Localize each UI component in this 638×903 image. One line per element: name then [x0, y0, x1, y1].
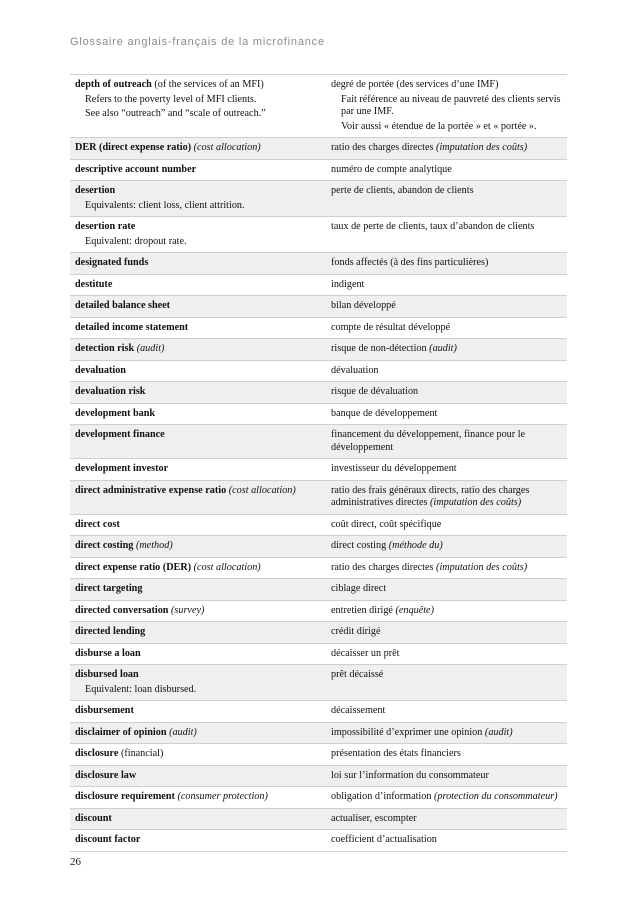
french-term: prêt décaissé: [331, 669, 384, 680]
english-qualifier: (cost allocation): [228, 484, 296, 496]
english-term: depth of outreach: [75, 79, 152, 90]
french-note: Voir aussi « étendue de la portée » et « portée ».: [341, 120, 537, 132]
glossary-row: [70, 75, 567, 138]
english-term: desertion rate: [75, 221, 136, 232]
english-qualifier: (cost allocation): [193, 142, 261, 153]
french-term: degré de portée (des services d’une IMF): [331, 79, 499, 90]
french-term: investisseur du développement: [331, 463, 457, 474]
glossary-row: [70, 382, 567, 404]
english-term: disclosure law: [75, 769, 137, 781]
english-term: directed lending: [75, 626, 146, 637]
english-term-cell: [70, 622, 322, 644]
english-term-cell: [70, 722, 322, 744]
french-term: coût direct, coût spécifique: [331, 518, 442, 530]
glossary-row: [70, 665, 567, 701]
english-term: detailed balance sheet: [75, 300, 171, 311]
glossary-row: [70, 480, 567, 514]
glossary-row: [70, 339, 567, 361]
english-term-cell: [70, 643, 322, 665]
french-term-cell: [322, 360, 567, 382]
french-term-cell: [322, 274, 567, 296]
english-qualifier-plain: (of the services of an MFI): [151, 79, 264, 90]
english-term-cell: [70, 600, 322, 622]
glossary-row: [70, 425, 567, 459]
english-term: devaluation risk: [75, 386, 146, 397]
page-number: 26: [70, 856, 81, 868]
french-qualifier: (protection du consommateur): [434, 791, 558, 802]
english-term-cell: [70, 701, 322, 723]
french-term: numéro de compte analytique: [331, 163, 452, 175]
french-term-cell: [322, 787, 567, 809]
french-term-cell: [322, 830, 567, 852]
english-term-cell: [70, 382, 322, 404]
glossary-row: [70, 138, 567, 160]
english-note: See also “outreach” and “scale of outreach.”: [85, 108, 266, 119]
glossary-row: [70, 722, 567, 744]
english-term-cell: [70, 536, 322, 558]
english-term-cell: [70, 75, 322, 138]
english-term: direct costing: [75, 540, 134, 551]
french-term: obligation d’information: [331, 791, 434, 802]
english-term: designated funds: [75, 257, 149, 268]
english-term: DER (direct expense ratio): [75, 142, 192, 153]
english-term: direct targeting: [75, 583, 143, 594]
english-term-cell: [70, 480, 322, 514]
english-term: discount factor: [75, 834, 141, 845]
english-term: descriptive account number: [75, 163, 197, 175]
french-term-cell: [322, 480, 567, 514]
french-term: ciblage direct: [331, 583, 387, 594]
french-term-cell: [322, 643, 567, 665]
french-term: bilan développé: [331, 300, 396, 311]
glossary-row: [70, 253, 567, 275]
french-term-cell: [322, 382, 567, 404]
english-term-cell: [70, 514, 322, 536]
french-term-cell: [322, 701, 567, 723]
english-term: desertion: [75, 185, 116, 196]
french-qualifier: (enquête): [395, 604, 434, 616]
english-term-cell: [70, 217, 322, 253]
english-term: disclosure requirement: [75, 791, 175, 802]
english-term: destitute: [75, 278, 113, 290]
french-term-cell: [322, 425, 567, 459]
french-term-cell: [322, 600, 567, 622]
french-term: ratio des frais généraux directs, ratio des charges administratives directes: [331, 484, 530, 508]
english-term-cell: [70, 296, 322, 318]
french-qualifier: (audit): [429, 343, 457, 354]
french-term-cell: [322, 722, 567, 744]
french-term-cell: [322, 622, 567, 644]
french-term-cell: [322, 536, 567, 558]
french-term-cell: [322, 253, 567, 275]
english-term-cell: [70, 744, 322, 766]
english-qualifier-plain: (financial): [118, 748, 164, 759]
french-qualifier: (méthode du): [388, 540, 443, 551]
french-qualifier: (audit): [484, 726, 513, 738]
french-term-cell: [322, 317, 567, 339]
english-term: detection risk: [75, 343, 135, 354]
english-note: Equivalent: dropout rate.: [85, 235, 187, 247]
english-term-cell: [70, 665, 322, 701]
glossary-row: [70, 459, 567, 481]
glossary-body: [70, 75, 567, 852]
english-term-cell: [70, 253, 322, 275]
french-term: présentation des états financiers: [331, 748, 461, 759]
english-term-cell: [70, 317, 322, 339]
french-qualifier: (imputation des coûts): [436, 142, 528, 153]
french-term: loi sur l’information du consommateur: [331, 769, 489, 781]
english-term: development finance: [75, 429, 165, 440]
english-term-cell: [70, 557, 322, 579]
english-term-cell: [70, 403, 322, 425]
glossary-row: [70, 536, 567, 558]
english-term-cell: [70, 339, 322, 361]
english-qualifier: (survey): [171, 604, 205, 616]
glossary-row: [70, 600, 567, 622]
english-term-cell: [70, 830, 322, 852]
french-term-cell: [322, 765, 567, 787]
french-term: compte de résultat développé: [331, 321, 451, 333]
english-term-cell: [70, 274, 322, 296]
glossary-table: [70, 74, 567, 852]
french-qualifier: (imputation des coûts): [430, 497, 522, 508]
french-term: risque de dévaluation: [331, 386, 419, 397]
glossary-row: [70, 701, 567, 723]
french-term-cell: [322, 181, 567, 217]
french-term-cell: [322, 808, 567, 830]
french-term: crédit dirigé: [331, 626, 381, 637]
french-term-cell: [322, 339, 567, 361]
english-qualifier: (cost allocation): [193, 561, 261, 573]
english-term-cell: [70, 360, 322, 382]
glossary-row: [70, 514, 567, 536]
english-term: directed conversation: [75, 604, 169, 616]
french-term-cell: [322, 403, 567, 425]
french-term-cell: [322, 217, 567, 253]
french-term: actualiser, escompter: [331, 812, 417, 824]
glossary-row: [70, 557, 567, 579]
french-term-cell: [322, 665, 567, 701]
english-term: direct administrative expense ratio: [75, 484, 227, 496]
english-term: disclaimer of opinion: [75, 726, 167, 738]
glossary-row: [70, 360, 567, 382]
english-term-cell: [70, 159, 322, 181]
english-term: disbursement: [75, 705, 134, 716]
french-term-cell: [322, 138, 567, 160]
french-term-cell: [322, 557, 567, 579]
glossary-row: [70, 181, 567, 217]
glossary-row: [70, 622, 567, 644]
glossary-row: [70, 579, 567, 601]
french-term: direct costing: [331, 540, 389, 551]
english-term: discount: [75, 812, 112, 824]
english-term-cell: [70, 787, 322, 809]
french-term-cell: [322, 579, 567, 601]
french-term-cell: [322, 459, 567, 481]
english-qualifier: (method): [135, 540, 173, 551]
french-term-cell: [322, 744, 567, 766]
french-term-cell: [322, 75, 567, 138]
glossary-row: [70, 317, 567, 339]
english-qualifier: (consumer protection): [177, 791, 268, 802]
english-term: direct cost: [75, 518, 120, 530]
english-note: Refers to the poverty level of MFI clients.: [85, 93, 257, 105]
english-term: disclosure: [75, 748, 119, 759]
french-term: taux de perte de clients, taux d’abandon de clients: [331, 221, 535, 232]
french-term: fonds affectés (à des fins particulières): [331, 257, 489, 268]
french-term: coefficient d’actualisation: [331, 834, 437, 845]
english-qualifier: (audit): [169, 726, 197, 738]
english-qualifier: (audit): [136, 343, 165, 354]
glossary-row: [70, 765, 567, 787]
glossary-row: [70, 403, 567, 425]
english-note: Equivalents: client loss, client attrition.: [85, 199, 245, 211]
glossary-row: [70, 808, 567, 830]
french-term: entretien dirigé: [331, 604, 396, 616]
glossary-row: [70, 830, 567, 852]
french-term: décaisser un prêt: [331, 647, 400, 659]
french-qualifier: (imputation des coûts): [436, 561, 528, 573]
english-term-cell: [70, 579, 322, 601]
english-term: direct expense ratio (DER): [75, 561, 192, 573]
french-note: Fait référence au niveau de pauvreté des clients servis par une IMF.: [341, 93, 561, 117]
french-term: banque de développement: [331, 407, 438, 419]
french-term: décaissement: [331, 705, 386, 716]
glossary-row: [70, 274, 567, 296]
glossary-row: [70, 217, 567, 253]
english-note: Equivalent: loan disbursed.: [85, 683, 197, 695]
english-term: disbursed loan: [75, 669, 139, 680]
french-term: ratio des charges directes: [331, 561, 437, 573]
glossary-row: [70, 296, 567, 318]
french-term-cell: [322, 159, 567, 181]
english-term: development bank: [75, 407, 156, 419]
glossary-row: [70, 744, 567, 766]
french-term: risque de non-détection: [331, 343, 430, 354]
english-term: development investor: [75, 463, 169, 474]
french-term-cell: [322, 514, 567, 536]
english-term-cell: [70, 808, 322, 830]
english-term: disburse a loan: [75, 647, 141, 659]
english-term-cell: [70, 425, 322, 459]
french-term: impossibilité d’exprimer une opinion: [331, 726, 485, 738]
glossary-row: [70, 159, 567, 181]
french-term: ratio des charges directes: [331, 142, 437, 153]
english-term-cell: [70, 765, 322, 787]
glossary-row: [70, 643, 567, 665]
english-term-cell: [70, 138, 322, 160]
french-term-cell: [322, 296, 567, 318]
glossary-row: [70, 787, 567, 809]
french-term: perte de clients, abandon de clients: [331, 185, 474, 196]
running-header: Glossaire anglais-français de la microfinance: [70, 36, 325, 48]
french-term: dévaluation: [331, 364, 379, 376]
english-term-cell: [70, 181, 322, 217]
french-term: indigent: [331, 278, 365, 290]
french-term: financement du développement, finance pour le développement: [331, 429, 526, 453]
english-term: devaluation: [75, 364, 126, 376]
english-term-cell: [70, 459, 322, 481]
english-term: detailed income statement: [75, 321, 189, 333]
